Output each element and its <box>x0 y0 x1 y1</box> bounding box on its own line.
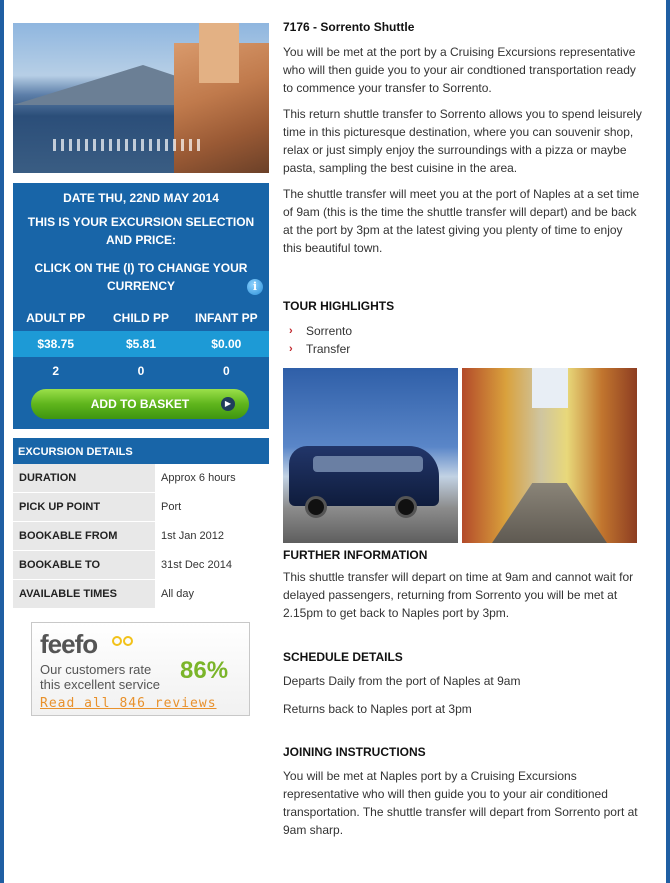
chevron-right-icon: › <box>289 325 293 337</box>
feefo-rating-text: Our customers rate this excellent service <box>40 662 160 692</box>
tour-highlights-heading: TOUR HIGHLIGHTS <box>283 299 395 313</box>
details-row: DURATION Approx 6 hours <box>13 464 269 493</box>
joining-instructions-heading: JOINING INSTRUCTIONS <box>283 745 426 759</box>
sorrento-street-photo <box>462 368 637 543</box>
chevron-right-icon: › <box>289 343 293 355</box>
list-item: › Transfer <box>289 342 351 356</box>
add-to-basket-button[interactable]: ADD TO BASKET ▶ <box>31 389 249 419</box>
price-values <box>13 331 269 357</box>
excursion-content <box>283 20 643 839</box>
infant-quantity[interactable]: 0 <box>222 364 230 378</box>
child-quantity[interactable]: 0 <box>137 364 145 378</box>
schedule-returns: Returns back to Naples port at 3pm <box>283 702 472 716</box>
details-row: AVAILABLE TIMES All day <box>13 580 269 609</box>
excursion-date: DATE THU, 22ND MAY 2014 <box>63 191 219 205</box>
booking-sidebar <box>13 23 269 716</box>
feefo-eyes-icon <box>112 633 134 651</box>
adult-header: ADULT PP <box>26 311 86 325</box>
sorrento-hero-image <box>13 23 269 173</box>
adult-price: $38.75 <box>37 337 75 351</box>
adult-quantity[interactable]: 2 <box>52 364 59 378</box>
excursion-details-table <box>13 438 269 609</box>
excursion-details-heading: EXCURSION DETAILS <box>13 438 269 464</box>
feefo-rating-widget <box>31 622 250 716</box>
page-frame-left <box>0 0 4 883</box>
page-title: 7176 - Sorrento Shuttle <box>283 20 415 34</box>
infant-price: $0.00 <box>211 337 242 351</box>
feefo-percent: 86% <box>180 657 229 684</box>
price-selection-panel <box>13 183 269 429</box>
page-frame-right <box>666 0 670 883</box>
arrow-right-icon: ▶ <box>221 397 235 411</box>
read-reviews-link[interactable]: Read all 846 reviews <box>40 696 217 711</box>
details-row: BOOKABLE FROM 1st Jan 2012 <box>13 522 269 551</box>
price-headers <box>13 307 269 329</box>
selection-heading: THIS IS YOUR EXCURSION SELECTION AND PRICE: <box>27 215 255 247</box>
joining-instructions-text: You will be met at Naples port by a Cruising Excursions representative who will then guide you to your air conditioned transportation. The shuttle transfer will depart from Sorrento port at 9am sharp. <box>283 769 638 837</box>
schedule-departs: Departs Daily from the port of Naples at 9am <box>283 674 521 688</box>
child-header: CHILD PP <box>112 311 169 325</box>
currency-info-icon[interactable]: i <box>247 279 263 295</box>
further-information-heading: FURTHER INFORMATION <box>283 548 428 562</box>
photo-gallery <box>283 368 643 543</box>
currency-hint: CLICK ON THE (I) TO CHANGE YOUR CURRENCY i <box>13 259 269 295</box>
intro-paragraph: The shuttle transfer will meet you at the port of Naples at a set time of 9am (this is the time the shuttle transfer will depart) and be back at the port by 3pm at the latest giving you plenty of time to enjoy this beautiful town. <box>283 187 640 255</box>
shuttle-van-photo <box>283 368 458 543</box>
infant-header: INFANT PP <box>194 311 258 325</box>
child-price: $5.81 <box>125 337 156 351</box>
feefo-logo: feefo <box>40 629 98 659</box>
highlights-list <box>283 322 643 358</box>
list-item: › Sorrento <box>289 324 353 338</box>
further-information-text: This shuttle transfer will depart on time at 9am and cannot wait for delayed passengers, returning from Sorrento you will be met at 2.15pm to get back to Naples port by 3pm. <box>283 570 634 620</box>
details-row: PICK UP POINT Port <box>13 493 269 522</box>
intro-paragraph: You will be met at the port by a Cruising Excursions representative who will then guide you to your air condtioned transportation ready to commence your transfer to Sorrento. <box>283 45 636 95</box>
schedule-details-heading: SCHEDULE DETAILS <box>283 650 403 664</box>
details-row: BOOKABLE TO 31st Dec 2014 <box>13 551 269 580</box>
quantity-row <box>13 357 269 385</box>
intro-paragraph: This return shuttle transfer to Sorrento allows you to spend leisurely time in this picturesque destination, where you can souvenir shop, relax or just simply enjoy the surroundings with a pizza or maybe pasta, sampling the best cuisine in the area. <box>283 107 642 175</box>
